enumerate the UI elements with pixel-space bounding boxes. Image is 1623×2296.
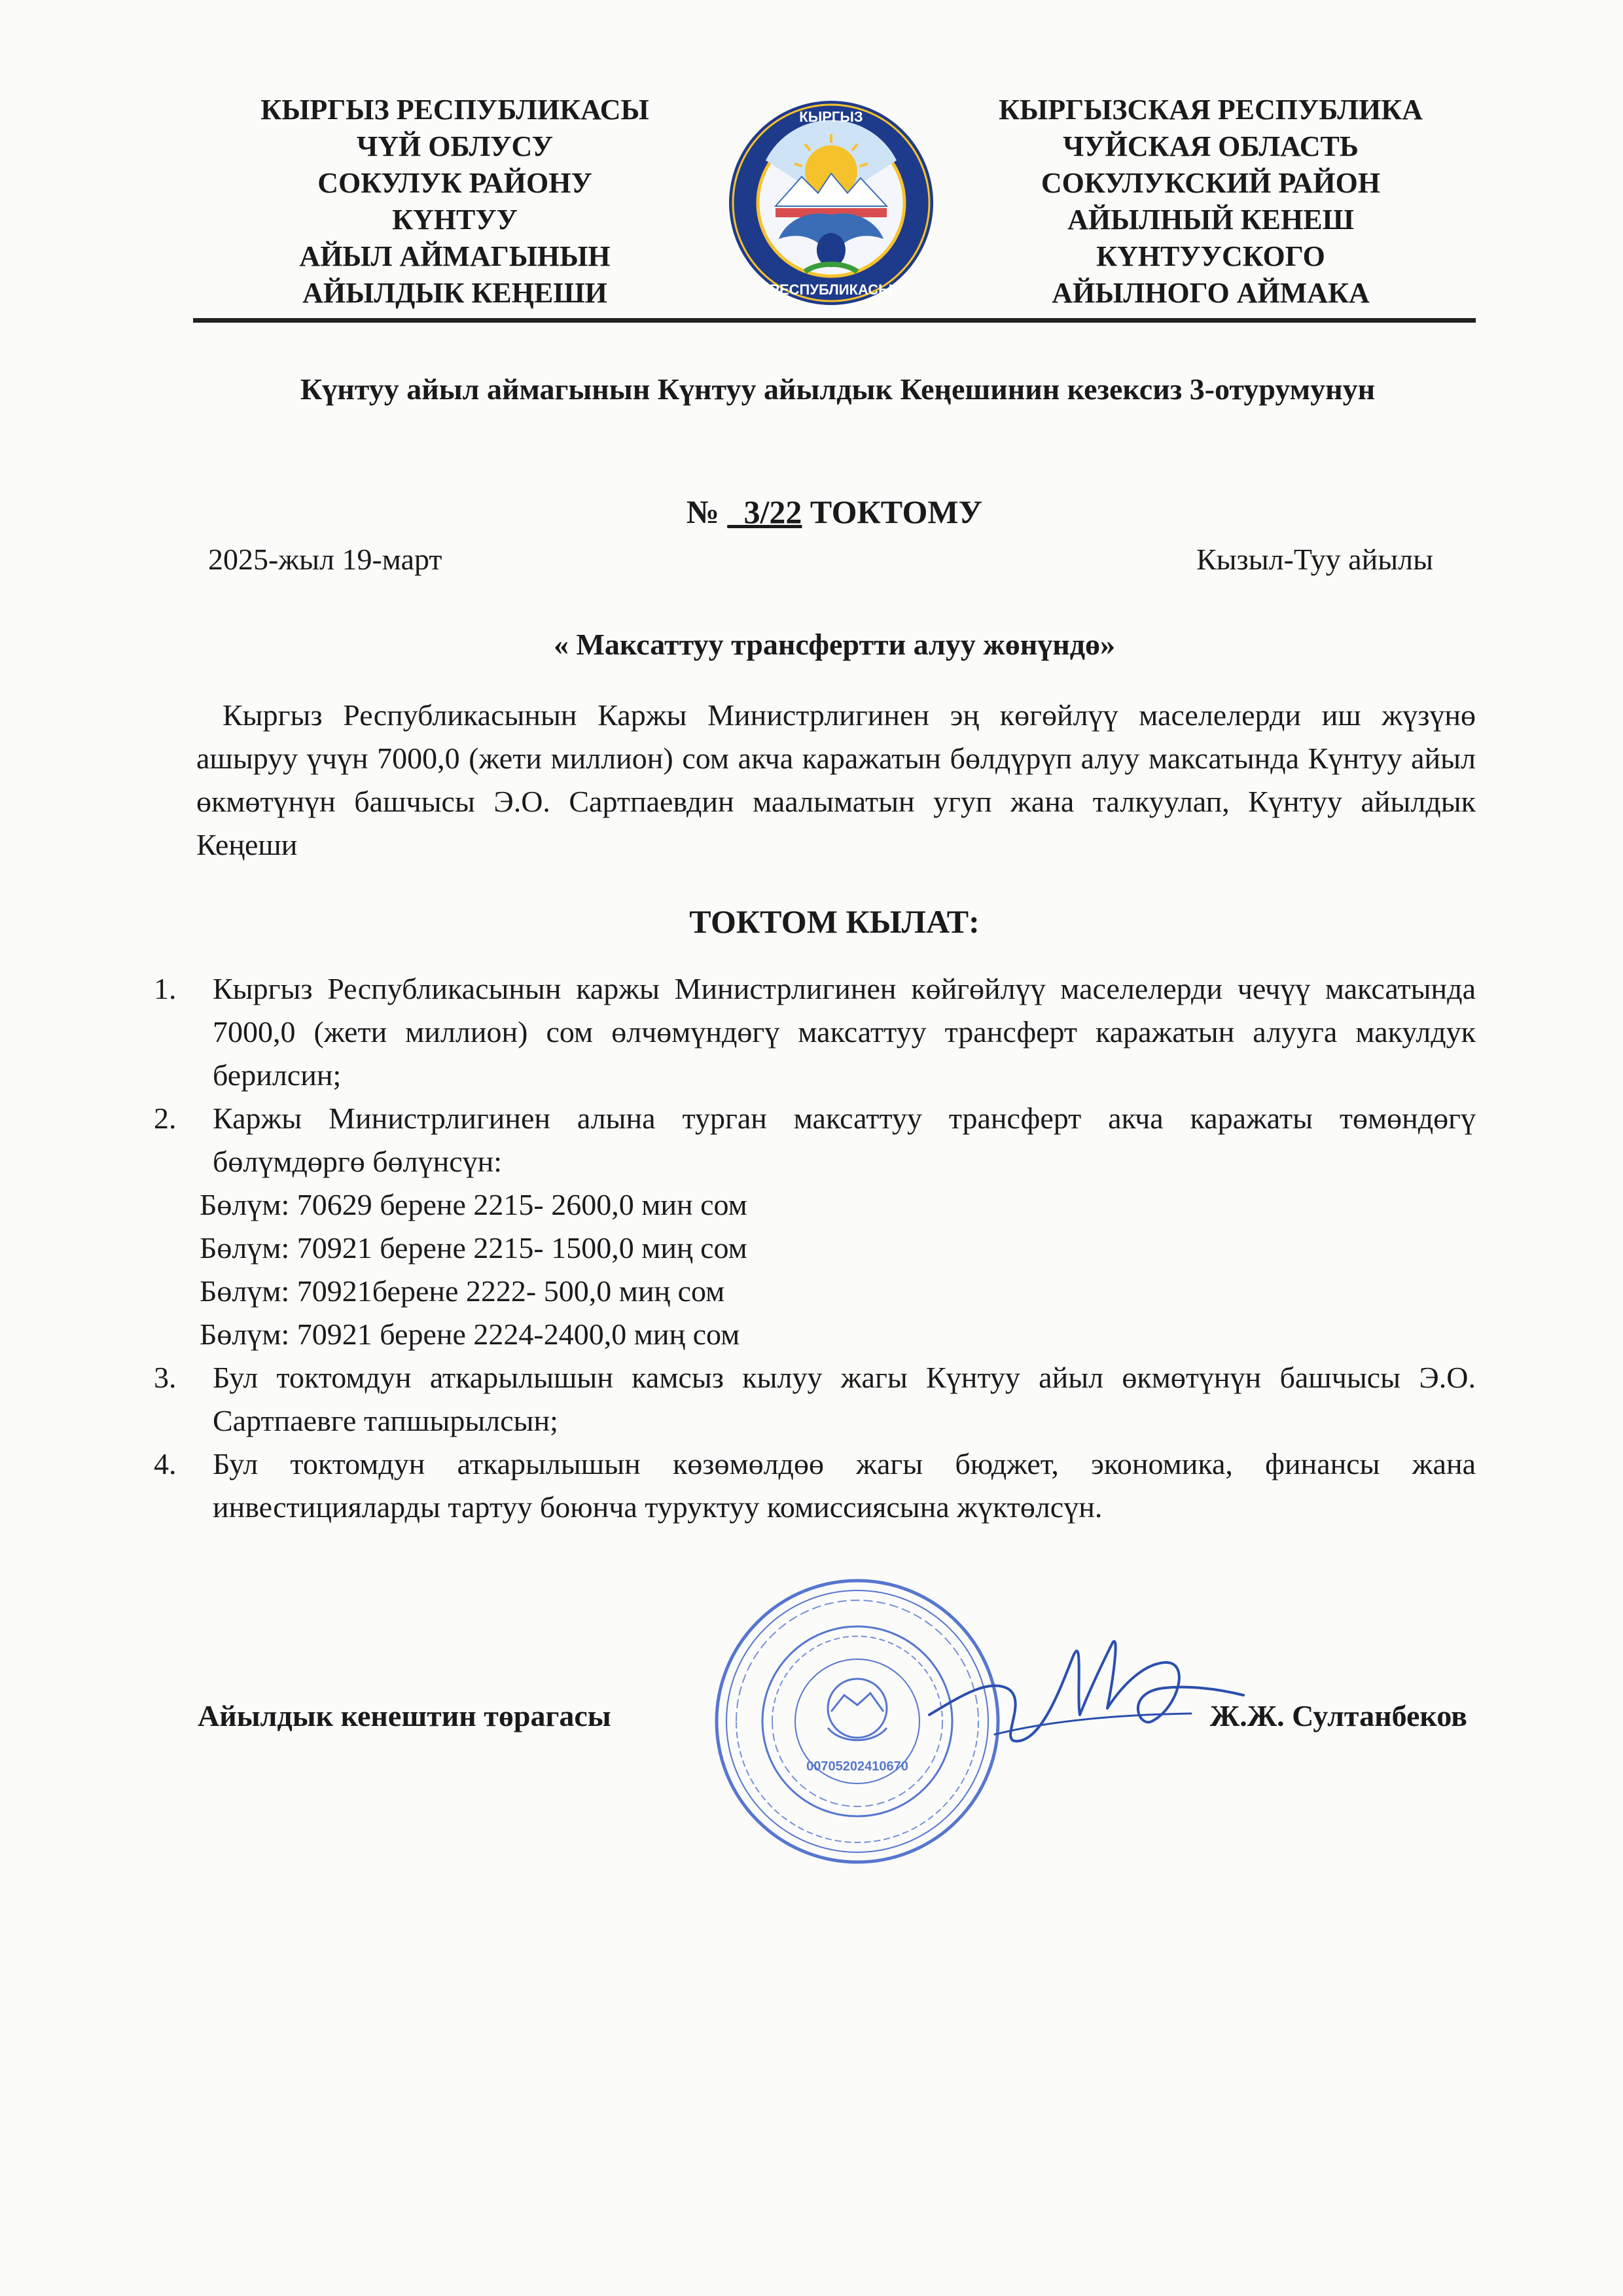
document-place: Кызыл-Туу айылы — [1196, 543, 1433, 576]
header-right-line: ЧУЙСКАЯ ОБЛАСТЬ — [1063, 130, 1359, 162]
item-text: Бул токтомдун аткарылышын көзөмөлдөө жагы бюджет, экономика, финансы жана инвестицияларды тартуу боюнча туруктуу комиссиясына жүктөлсүн. — [213, 1447, 1476, 1524]
emblem-top-text: КЫРГЫЗ — [799, 109, 863, 125]
item-number: 4. — [154, 1447, 177, 1480]
allocation-line: Бөлүм: 70921 берене 2224-2400,0 миң сом — [200, 1318, 740, 1351]
state-emblem-icon — [726, 98, 936, 308]
item-number: 2. — [154, 1102, 177, 1135]
list-item — [144, 1356, 1476, 1443]
item-number: 3. — [154, 1361, 177, 1394]
header-left-line: КҮНТУУ — [392, 204, 518, 236]
list-item — [144, 1097, 1476, 1183]
handwritten-signature-icon — [916, 1617, 1257, 1774]
header-left-line: АЙЫЛДЫК КЕҢЕШИ — [302, 277, 607, 309]
number-value: _3/22 — [727, 493, 802, 530]
preamble-paragraph: Кыргыз Республикасынын Каржы Министрлигинен эң көгөйлүү маселелерди иш жүзүнө ашыруу үчүн 7000,0 (жети миллион) сом акча каражатын бөлдүрүп алуу максатында Күнтуу айыл өкмөтүнүн башчысы Э.О. Сартпаевдин маалыматын угуп жана талкуулап, Күнтуу айылдык Кеңеши — [196, 698, 1476, 861]
header-right-line: КЫРГЫЗСКАЯ РЕСПУБЛИКА — [999, 94, 1423, 126]
header-divider — [193, 318, 1476, 323]
list-item — [144, 1443, 1476, 1529]
number-prefix: № — [686, 493, 728, 530]
signatory-name: Ж.Ж. Султанбеков — [1209, 1699, 1467, 1732]
item-text: Бул токтомдун аткарылышын камсыз кылуу жагы Күнтуу айыл өкмөтүнүн башчысы Э.О. Сартпаевге тапшырылсын; — [213, 1361, 1476, 1437]
allocation-line: Бөлүм: 70921берене 2222- 500,0 миң сом — [200, 1274, 725, 1308]
header-left-line: АЙЫЛ АЙМАГЫНЫН — [299, 240, 611, 272]
item-text: Кыргыз Республикасынын каржы Министрлигинен көйгөйлүү маселелерди чечүү максатында 7000,0 (жети миллион) сом өлчөмүндөгү максаттуу трансферт каражатын алууга макулдук берилсин; — [213, 972, 1476, 1092]
header-right-line: СОКУЛУКСКИЙ РАЙОН — [1041, 167, 1381, 199]
number-suffix: ТОКТОМУ — [802, 493, 983, 530]
signatory-title: Айылдык кенештин төрагасы — [198, 1699, 611, 1732]
list-item — [144, 967, 1476, 1097]
header-right-line: КҮНТУУСКОГО — [1096, 240, 1325, 272]
allocation-line: Бөлүм: 70629 берене 2215- 2600,0 мин сом — [200, 1188, 747, 1221]
header-left-line: ЧҮЙ ОБЛУСУ — [356, 130, 554, 162]
stamp-id-number: 00705202410670 — [806, 1759, 908, 1774]
header-right-line: АЙЫЛНЫЙ КЕНЕШ — [1067, 204, 1354, 236]
document-title: Күнтуу айыл аймагынын Күнтуу айылдык Кеңешинин кезексиз 3-отурумунун — [300, 372, 1376, 406]
resolution-items — [144, 967, 1476, 1529]
header-left-line: СОКУЛУК РАЙОНУ — [317, 167, 592, 199]
document-subject: « Максаттуу трансфертти алуу жөнүндө» — [554, 628, 1115, 661]
item-text: Каржы Министрлигинен алына турган максаттуу трансферт акча каражаты төмөндөгү бөлүмдөргө бөлүнсүн: — [213, 1102, 1476, 1178]
resolution-number — [193, 492, 1476, 531]
document-date: 2025-жыл 19-март — [208, 543, 442, 576]
item-number: 1. — [154, 972, 177, 1005]
resolve-heading: ТОКТОМ КЫЛАТ: — [689, 903, 980, 940]
header-russian — [962, 92, 1459, 312]
header-right-line: АЙЫЛНОГО АЙМАКА — [1052, 277, 1370, 309]
header-left-line: КЫРГЫЗ РЕСПУБЛИКАСЫ — [260, 94, 649, 126]
emblem-bottom-text: РЕСПУБЛИКАСЫ — [770, 281, 893, 298]
header-kyrgyz — [206, 92, 704, 312]
allocation-line: Бөлүм: 70921 берене 2215- 1500,0 миң сом — [200, 1231, 747, 1265]
